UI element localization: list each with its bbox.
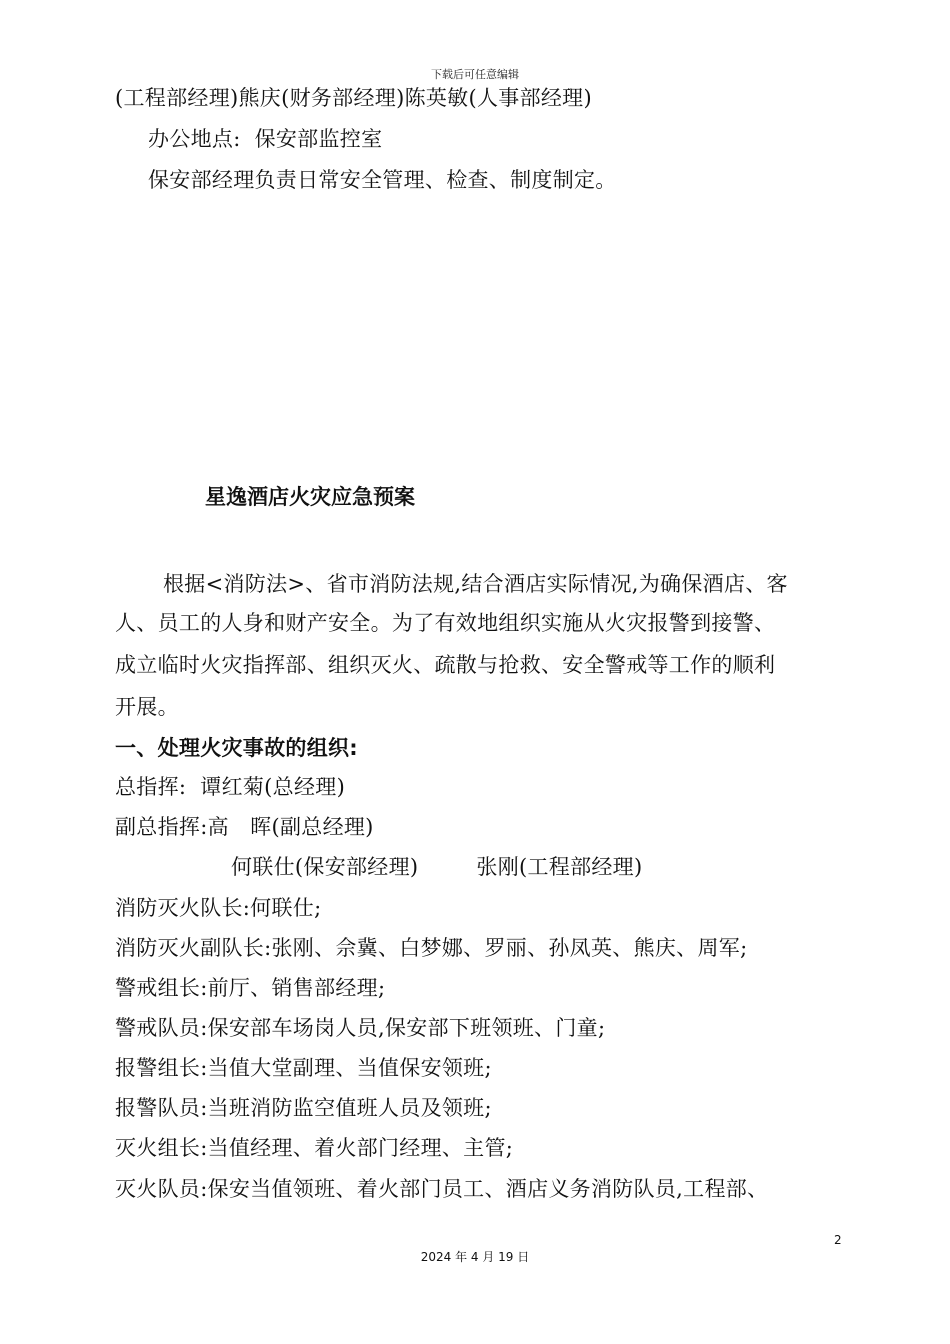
- page-number: 2: [834, 1233, 842, 1247]
- office-label: 办公地点:: [148, 127, 241, 151]
- header-note: 下载后可任意编辑: [431, 68, 519, 81]
- role-line-5: 报警组长:当值大堂副理、当值保安领班;: [115, 1056, 492, 1080]
- intro-line-2: 人、员工的人身和财产安全。为了有效地组织实施从火灾报警到接警、: [115, 611, 776, 635]
- commander-value: 谭红菊(总经理): [200, 775, 346, 799]
- vice-commander-line: [115, 814, 374, 840]
- intro-line-4: 开展。: [115, 695, 179, 719]
- intro-line-3: 成立临时火灾指挥部、组织灭火、疏散与抢救、安全警戒等工作的顺利: [115, 653, 776, 677]
- intro-line-1: 根据<消防法>、省市消防法规,结合酒店实际情况,为确保酒店、客: [163, 572, 788, 596]
- role-line-7: 灭火组长:当值经理、着火部门经理、主管;: [115, 1136, 514, 1160]
- office-line: [148, 126, 382, 152]
- role-line-4: 警戒队员:保安部车场岗人员,保安部下班领班、门童;: [115, 1016, 606, 1040]
- vice-commander-line-2: [231, 854, 642, 880]
- role-line-3: 警戒组长:前厅、销售部经理;: [115, 976, 386, 1000]
- duty-line: 保安部经理负责日常安全管理、检查、制度制定。: [148, 168, 617, 192]
- vice-value-3: 张刚(工程部经理): [476, 855, 643, 879]
- footer-date: 2024 年 4 月 19 日: [420, 1250, 530, 1264]
- commander-line: [115, 774, 345, 800]
- role-line-2: 消防灭火副队长:张刚、佘冀、白梦娜、罗丽、孙凤英、熊庆、周军;: [115, 936, 748, 960]
- role-line-6: 报警队员:当班消防监空值班人员及领班;: [115, 1096, 492, 1120]
- role-line-8: 灭火队员:保安当值领班、着火部门员工、酒店义务消防队员,工程部、: [115, 1177, 769, 1201]
- role-line-1: 消防灭火队长:何联仕;: [115, 896, 322, 920]
- office-value: 保安部监控室: [254, 127, 383, 151]
- vice-value-1: 高 晖(副总经理): [207, 815, 374, 839]
- vice-value-2: 何联仕(保安部经理): [231, 855, 419, 879]
- commander-label: 总指挥:: [115, 775, 187, 799]
- vice-label: 副总指挥:: [115, 815, 208, 839]
- managers-line: (工程部经理)熊庆(财务部经理)陈英敏(人事部经理): [115, 86, 592, 110]
- section-title: 星逸酒店火灾应急预案: [205, 485, 415, 509]
- heading-organization: 一、处理火灾事故的组织:: [115, 736, 358, 760]
